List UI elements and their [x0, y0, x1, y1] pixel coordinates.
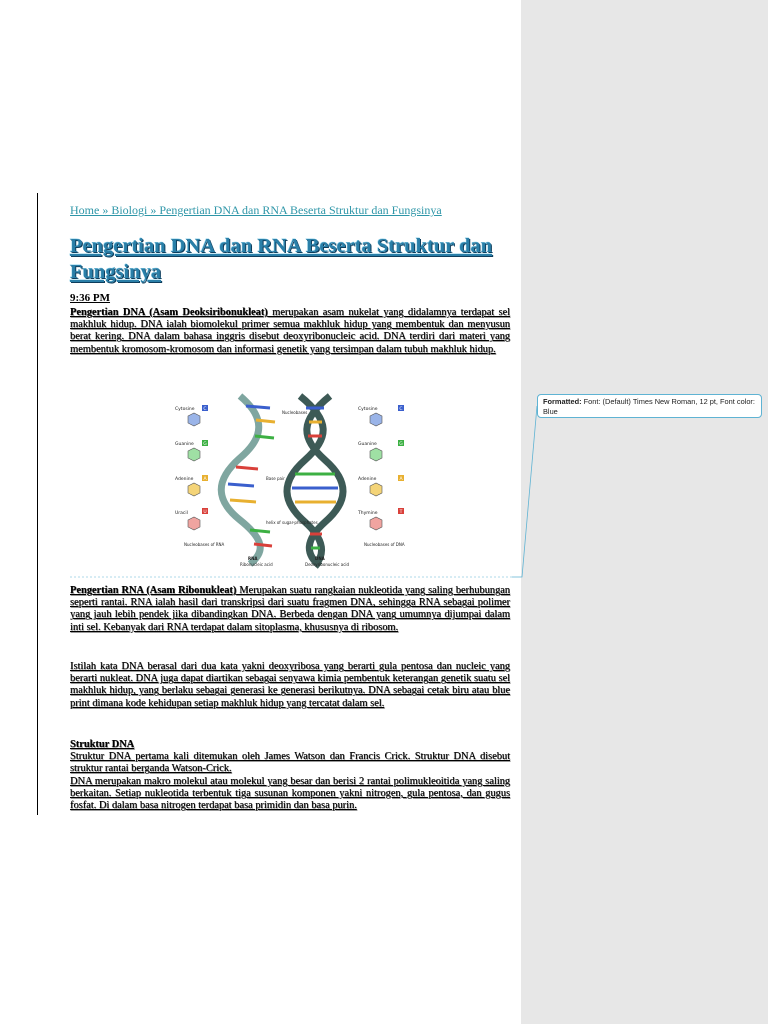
page-title: Pengertian DNA dan RNA Beserta Struktur dan Fungsinya — [70, 235, 493, 283]
dna-letter: C — [399, 407, 403, 412]
dna-letter: A — [399, 477, 403, 482]
nucleobases-label: Nucleobases — [282, 410, 308, 415]
dna-nucleobases-caption: Nucleobases of DNA — [364, 542, 405, 547]
dna-letter: T — [399, 510, 403, 515]
change-bar — [37, 193, 38, 815]
paragraph-struktur — [70, 739, 510, 812]
breadcrumb-separator: » — [99, 203, 112, 217]
struktur-heading: Struktur DNA — [70, 739, 135, 750]
breadcrumb — [70, 203, 442, 218]
breadcrumb-biologi-link[interactable]: Biologi — [111, 203, 148, 217]
molecule-icons — [188, 413, 382, 530]
comment-label: Formatted: — [543, 397, 582, 406]
breadcrumb-separator: » — [147, 203, 160, 217]
paragraph-dna — [70, 307, 510, 356]
helix-label: helix of sugar-phosphates — [266, 520, 318, 525]
comment-margin-pane — [521, 0, 768, 1024]
struktur-line1: Struktur DNA pertama kali ditemukan oleh James Watson dan Francis Crick. Struktur DNA disebut struktur rantai berganda Watson-Crick. — [70, 751, 510, 775]
paragraph-rna-bold: Pengertian RNA (Asam Ribonukleat) — [70, 585, 237, 596]
paragraph-rna-text: Merupakan suatu rangkaian nukleotida yang saling berhubungan seperti rantai. RNA ialah hasil dari transkripsi dari suatu fragmen DNA, sehingga RNA sebagai polimer yang jauh lebih pendek jika dibandingkan DNA. Berbeda dengan DNA yang umumnya dijumpai dalam inti sel. Kebanyak dari RNA terdapat dalam sitoplasma, khususnya di ribosom. — [70, 585, 510, 633]
dna-rna-figure — [170, 392, 415, 570]
paragraph-dna-bold: Pengertian DNA (Asam Deoksiribonukleat) — [70, 307, 268, 318]
dna-base-label: Cytosine — [358, 407, 378, 412]
dna-subcaption: Deoxyribonucleic acid — [305, 562, 350, 567]
rna-letter: A — [203, 477, 207, 482]
dna-base-label: Thymine — [358, 511, 378, 516]
breadcrumb-home-link[interactable]: Home — [70, 203, 100, 217]
rna-base-label: Cytosine — [175, 407, 195, 412]
paragraph-rna — [70, 585, 510, 634]
base-pair-label: Base pair — [266, 476, 285, 481]
dna-base-label: Adenine — [358, 477, 377, 482]
rna-nucleobases-caption: Nucleobases of RNA — [184, 542, 225, 547]
dna-base-label: Guanine — [358, 442, 377, 447]
paragraph-dna-text: merupakan asam nukelat yang didalamnya terdapat sel makhluk hidup. DNA ialah biomolekul primer semua makhluk hidup yang membentuk dan menyusun berat kering. DNA dalam bahasa inggris disebut deoxyribonucleic acid. DNA terdiri dari materi yang membentuk kromosom-kromosom dan informasi genetik yang tersimpan dalam tubuh makhluk hidup. — [70, 307, 511, 355]
rna-subcaption: Ribonucleic acid — [240, 562, 273, 567]
rna-base-label: Uracil — [175, 511, 188, 516]
dna-caption: DNA — [315, 556, 325, 561]
breadcrumb-current-link[interactable]: Pengertian DNA dan RNA Beserta Struktur dan Fungsinya — [159, 203, 442, 217]
comment-text: Font: (Default) Times New Roman, 12 pt, Font color: Blue — [543, 397, 755, 416]
formatting-comment[interactable] — [537, 394, 762, 418]
dna-letter: G — [399, 442, 403, 447]
rna-letter: G — [203, 442, 207, 447]
struktur-line2: DNA merupakan makro molekul atau molekul yang besar dan berisi 2 rantai polimukleoitida yang saling berkaitan. Setiap nukleotida terbentuk tiga susunan komponen yakni nitrogen, gula pentosa, dan gugus fosfat. Di dalam basa nitrogen terdapat basa primidin dan basa purin. — [70, 775, 510, 812]
rna-caption: RNA — [248, 556, 258, 561]
rna-letter: C — [203, 407, 207, 412]
rna-base-label: Adenine — [175, 477, 194, 482]
post-time: 9:36 PM — [70, 292, 111, 304]
rna-letter: U — [203, 510, 207, 515]
paragraph-istilah: Istilah kata DNA berasal dari dua kata yakni deoxyribosa yang berarti gula pentosa dan nucleic yang berarti nukleat. DNA juga dapat diartikan sebagai senyawa kimia pembentuk keterangan genetik suatu sel makhluk hidup, yang berlaku sebagai generasi ke generasi berikutnya. DNA sebagai cetak biru atau blue print dimana kode kehidupan setiap makhluk hidup yang tercatat dalam sel. — [70, 661, 510, 709]
rna-base-label: Guanine — [175, 442, 194, 447]
